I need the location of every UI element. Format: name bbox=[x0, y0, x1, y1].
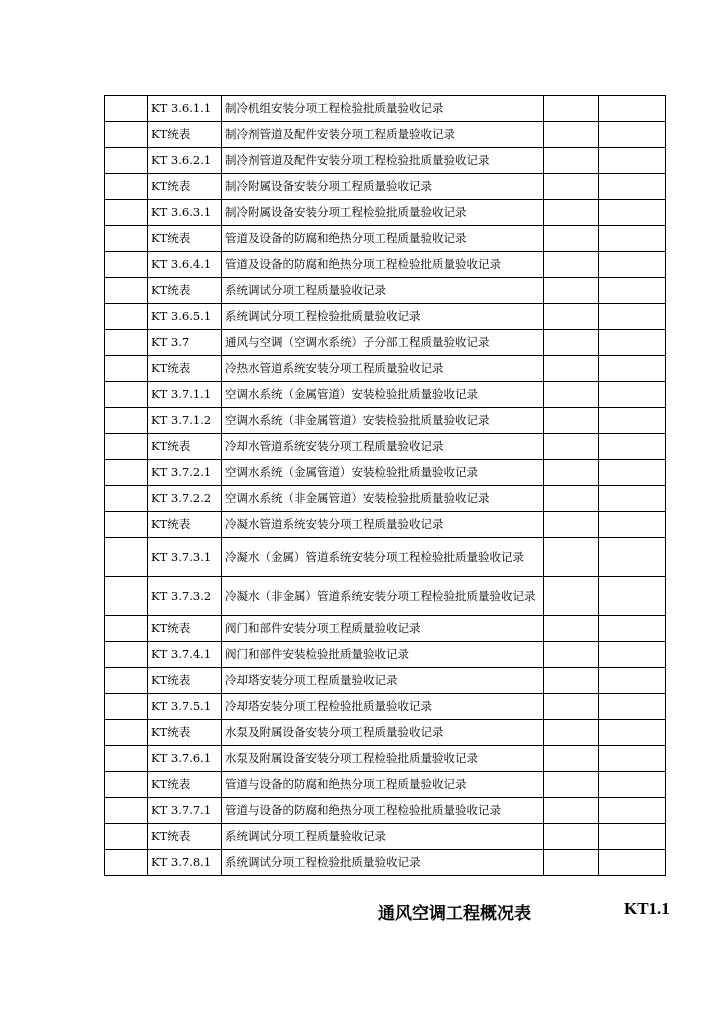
index-cell bbox=[105, 174, 148, 200]
code-cell: KT统表 bbox=[148, 824, 222, 850]
index-cell bbox=[105, 746, 148, 772]
index-cell bbox=[105, 538, 148, 577]
code-cell: KT 3.7.1.2 bbox=[148, 408, 222, 434]
table-row bbox=[105, 96, 666, 122]
code-cell: KT 3.6.4.1 bbox=[148, 252, 222, 278]
name-cell: 系统调试分项工程质量验收记录 bbox=[222, 278, 544, 304]
code-cell: KT 3.7.2.1 bbox=[148, 460, 222, 486]
code-cell: KT 3.7.3.2 bbox=[148, 577, 222, 616]
check-cell bbox=[544, 486, 599, 512]
code-cell: KT统表 bbox=[148, 278, 222, 304]
name-cell: 水泵及附属设备安装分项工程质量验收记录 bbox=[222, 720, 544, 746]
remark-cell bbox=[599, 746, 666, 772]
index-cell bbox=[105, 460, 148, 486]
code-cell: KT 3.7.6.1 bbox=[148, 746, 222, 772]
remark-cell bbox=[599, 616, 666, 642]
check-cell bbox=[544, 577, 599, 616]
table-row bbox=[105, 330, 666, 356]
code-cell: KT统表 bbox=[148, 434, 222, 460]
table-row bbox=[105, 382, 666, 408]
table-row bbox=[105, 122, 666, 148]
name-cell: 冷却水管道系统安装分项工程质量验收记录 bbox=[222, 434, 544, 460]
name-cell: 空调水系统（金属管道）安装检验批质量验收记录 bbox=[222, 382, 544, 408]
code-cell: KT统表 bbox=[148, 174, 222, 200]
check-cell bbox=[544, 642, 599, 668]
code-cell: KT统表 bbox=[148, 356, 222, 382]
table-row bbox=[105, 668, 666, 694]
code-cell: KT统表 bbox=[148, 512, 222, 538]
table-row bbox=[105, 616, 666, 642]
code-cell: KT 3.6.3.1 bbox=[148, 200, 222, 226]
name-cell: 阀门和部件安装分项工程质量验收记录 bbox=[222, 616, 544, 642]
name-cell: 制冷附属设备安装分项工程检验批质量验收记录 bbox=[222, 200, 544, 226]
index-cell bbox=[105, 772, 148, 798]
remark-cell bbox=[599, 668, 666, 694]
check-cell bbox=[544, 278, 599, 304]
name-cell: 管道及设备的防腐和绝热分项工程检验批质量验收记录 bbox=[222, 252, 544, 278]
table-row bbox=[105, 577, 666, 616]
name-cell: 冷凝水管道系统安装分项工程质量验收记录 bbox=[222, 512, 544, 538]
remark-cell bbox=[599, 798, 666, 824]
remark-cell bbox=[599, 538, 666, 577]
index-cell bbox=[105, 304, 148, 330]
table-row bbox=[105, 304, 666, 330]
remark-cell bbox=[599, 304, 666, 330]
index-cell bbox=[105, 720, 148, 746]
check-cell bbox=[544, 148, 599, 174]
index-cell bbox=[105, 824, 148, 850]
code-cell: KT 3.7.5.1 bbox=[148, 694, 222, 720]
remark-cell bbox=[599, 850, 666, 876]
code-cell: KT 3.7.2.2 bbox=[148, 486, 222, 512]
table-row bbox=[105, 278, 666, 304]
check-cell bbox=[544, 252, 599, 278]
check-cell bbox=[544, 434, 599, 460]
code-cell: KT 3.6.2.1 bbox=[148, 148, 222, 174]
check-cell bbox=[544, 174, 599, 200]
index-cell bbox=[105, 434, 148, 460]
code-cell: KT统表 bbox=[148, 720, 222, 746]
name-cell: 冷却塔安装分项工程质量验收记录 bbox=[222, 668, 544, 694]
name-cell: 制冷剂管道及配件安装分项工程检验批质量验收记录 bbox=[222, 148, 544, 174]
index-cell bbox=[105, 252, 148, 278]
remark-cell bbox=[599, 512, 666, 538]
name-cell: 水泵及附属设备安装分项工程检验批质量验收记录 bbox=[222, 746, 544, 772]
remark-cell bbox=[599, 408, 666, 434]
remark-cell bbox=[599, 356, 666, 382]
table-row bbox=[105, 746, 666, 772]
table-row bbox=[105, 824, 666, 850]
check-cell bbox=[544, 538, 599, 577]
check-cell bbox=[544, 694, 599, 720]
table-row bbox=[105, 226, 666, 252]
check-cell bbox=[544, 824, 599, 850]
check-cell bbox=[544, 720, 599, 746]
table-row bbox=[105, 148, 666, 174]
index-cell bbox=[105, 96, 148, 122]
index-cell bbox=[105, 148, 148, 174]
table-row bbox=[105, 356, 666, 382]
form-title: 通风空调工程概况表 bbox=[378, 904, 531, 924]
table-row bbox=[105, 694, 666, 720]
name-cell: 冷凝水（非金属）管道系统安装分项工程检验批质量验收记录 bbox=[222, 577, 544, 616]
remark-cell bbox=[599, 148, 666, 174]
check-cell bbox=[544, 122, 599, 148]
index-cell bbox=[105, 408, 148, 434]
code-cell: KT 3.6.5.1 bbox=[148, 304, 222, 330]
records-table bbox=[104, 95, 666, 876]
code-cell: KT 3.7.4.1 bbox=[148, 642, 222, 668]
check-cell bbox=[544, 200, 599, 226]
remark-cell bbox=[599, 122, 666, 148]
name-cell: 空调水系统（非金属管道）安装检验批质量验收记录 bbox=[222, 486, 544, 512]
code-cell: KT 3.7.8.1 bbox=[148, 850, 222, 876]
table-row bbox=[105, 200, 666, 226]
form-code: KT1.1 bbox=[624, 899, 670, 918]
code-cell: KT统表 bbox=[148, 226, 222, 252]
remark-cell bbox=[599, 174, 666, 200]
remark-cell bbox=[599, 694, 666, 720]
code-cell: KT 3.7.1.1 bbox=[148, 382, 222, 408]
remark-cell bbox=[599, 96, 666, 122]
index-cell bbox=[105, 382, 148, 408]
name-cell: 系统调试分项工程检验批质量验收记录 bbox=[222, 304, 544, 330]
name-cell: 管道与设备的防腐和绝热分项工程质量验收记录 bbox=[222, 772, 544, 798]
index-cell bbox=[105, 278, 148, 304]
check-cell bbox=[544, 330, 599, 356]
check-cell bbox=[544, 668, 599, 694]
name-cell: 制冷剂管道及配件安装分项工程质量验收记录 bbox=[222, 122, 544, 148]
index-cell bbox=[105, 577, 148, 616]
table-row bbox=[105, 642, 666, 668]
table-row bbox=[105, 252, 666, 278]
code-cell: KT统表 bbox=[148, 616, 222, 642]
remark-cell bbox=[599, 460, 666, 486]
name-cell: 冷却塔安装分项工程检验批质量验收记录 bbox=[222, 694, 544, 720]
name-cell: 通风与空调（空调水系统）子分部工程质量验收记录 bbox=[222, 330, 544, 356]
check-cell bbox=[544, 616, 599, 642]
check-cell bbox=[544, 382, 599, 408]
remark-cell bbox=[599, 577, 666, 616]
index-cell bbox=[105, 512, 148, 538]
index-cell bbox=[105, 668, 148, 694]
check-cell bbox=[544, 798, 599, 824]
table-row bbox=[105, 538, 666, 577]
remark-cell bbox=[599, 382, 666, 408]
code-cell: KT 3.6.1.1 bbox=[148, 96, 222, 122]
index-cell bbox=[105, 616, 148, 642]
name-cell: 管道及设备的防腐和绝热分项工程质量验收记录 bbox=[222, 226, 544, 252]
table-row bbox=[105, 512, 666, 538]
check-cell bbox=[544, 304, 599, 330]
remark-cell bbox=[599, 772, 666, 798]
remark-cell bbox=[599, 278, 666, 304]
name-cell: 空调水系统（非金属管道）安装检验批质量验收记录 bbox=[222, 408, 544, 434]
check-cell bbox=[544, 460, 599, 486]
index-cell bbox=[105, 694, 148, 720]
table-row bbox=[105, 460, 666, 486]
remark-cell bbox=[599, 330, 666, 356]
check-cell bbox=[544, 226, 599, 252]
table-row bbox=[105, 772, 666, 798]
name-cell: 制冷附属设备安装分项工程质量验收记录 bbox=[222, 174, 544, 200]
name-cell: 阀门和部件安装检验批质量验收记录 bbox=[222, 642, 544, 668]
index-cell bbox=[105, 122, 148, 148]
table-row bbox=[105, 720, 666, 746]
check-cell bbox=[544, 512, 599, 538]
index-cell bbox=[105, 226, 148, 252]
remark-cell bbox=[599, 200, 666, 226]
name-cell: 管道与设备的防腐和绝热分项工程检验批质量验收记录 bbox=[222, 798, 544, 824]
table-row bbox=[105, 408, 666, 434]
remark-cell bbox=[599, 824, 666, 850]
check-cell bbox=[544, 850, 599, 876]
table-row bbox=[105, 174, 666, 200]
code-cell: KT统表 bbox=[148, 668, 222, 694]
name-cell: 制冷机组安装分项工程检验批质量验收记录 bbox=[222, 96, 544, 122]
name-cell: 冷热水管道系统安装分项工程质量验收记录 bbox=[222, 356, 544, 382]
code-cell: KT统表 bbox=[148, 122, 222, 148]
check-cell bbox=[544, 356, 599, 382]
name-cell: 系统调试分项工程质量验收记录 bbox=[222, 824, 544, 850]
name-cell: 冷凝水（金属）管道系统安装分项工程检验批质量验收记录 bbox=[222, 538, 544, 577]
code-cell: KT 3.7.7.1 bbox=[148, 798, 222, 824]
name-cell: 系统调试分项工程检验批质量验收记录 bbox=[222, 850, 544, 876]
index-cell bbox=[105, 850, 148, 876]
remark-cell bbox=[599, 642, 666, 668]
remark-cell bbox=[599, 226, 666, 252]
check-cell bbox=[544, 408, 599, 434]
check-cell bbox=[544, 772, 599, 798]
remark-cell bbox=[599, 434, 666, 460]
index-cell bbox=[105, 642, 148, 668]
code-cell: KT 3.7 bbox=[148, 330, 222, 356]
table-row bbox=[105, 486, 666, 512]
remark-cell bbox=[599, 252, 666, 278]
remark-cell bbox=[599, 486, 666, 512]
index-cell bbox=[105, 200, 148, 226]
index-cell bbox=[105, 330, 148, 356]
code-cell: KT 3.7.3.1 bbox=[148, 538, 222, 577]
index-cell bbox=[105, 486, 148, 512]
table-row bbox=[105, 434, 666, 460]
index-cell bbox=[105, 798, 148, 824]
check-cell bbox=[544, 746, 599, 772]
table-row bbox=[105, 850, 666, 876]
index-cell bbox=[105, 356, 148, 382]
check-cell bbox=[544, 96, 599, 122]
name-cell: 空调水系统（金属管道）安装检验批质量验收记录 bbox=[222, 460, 544, 486]
code-cell: KT统表 bbox=[148, 772, 222, 798]
remark-cell bbox=[599, 720, 666, 746]
table-row bbox=[105, 798, 666, 824]
